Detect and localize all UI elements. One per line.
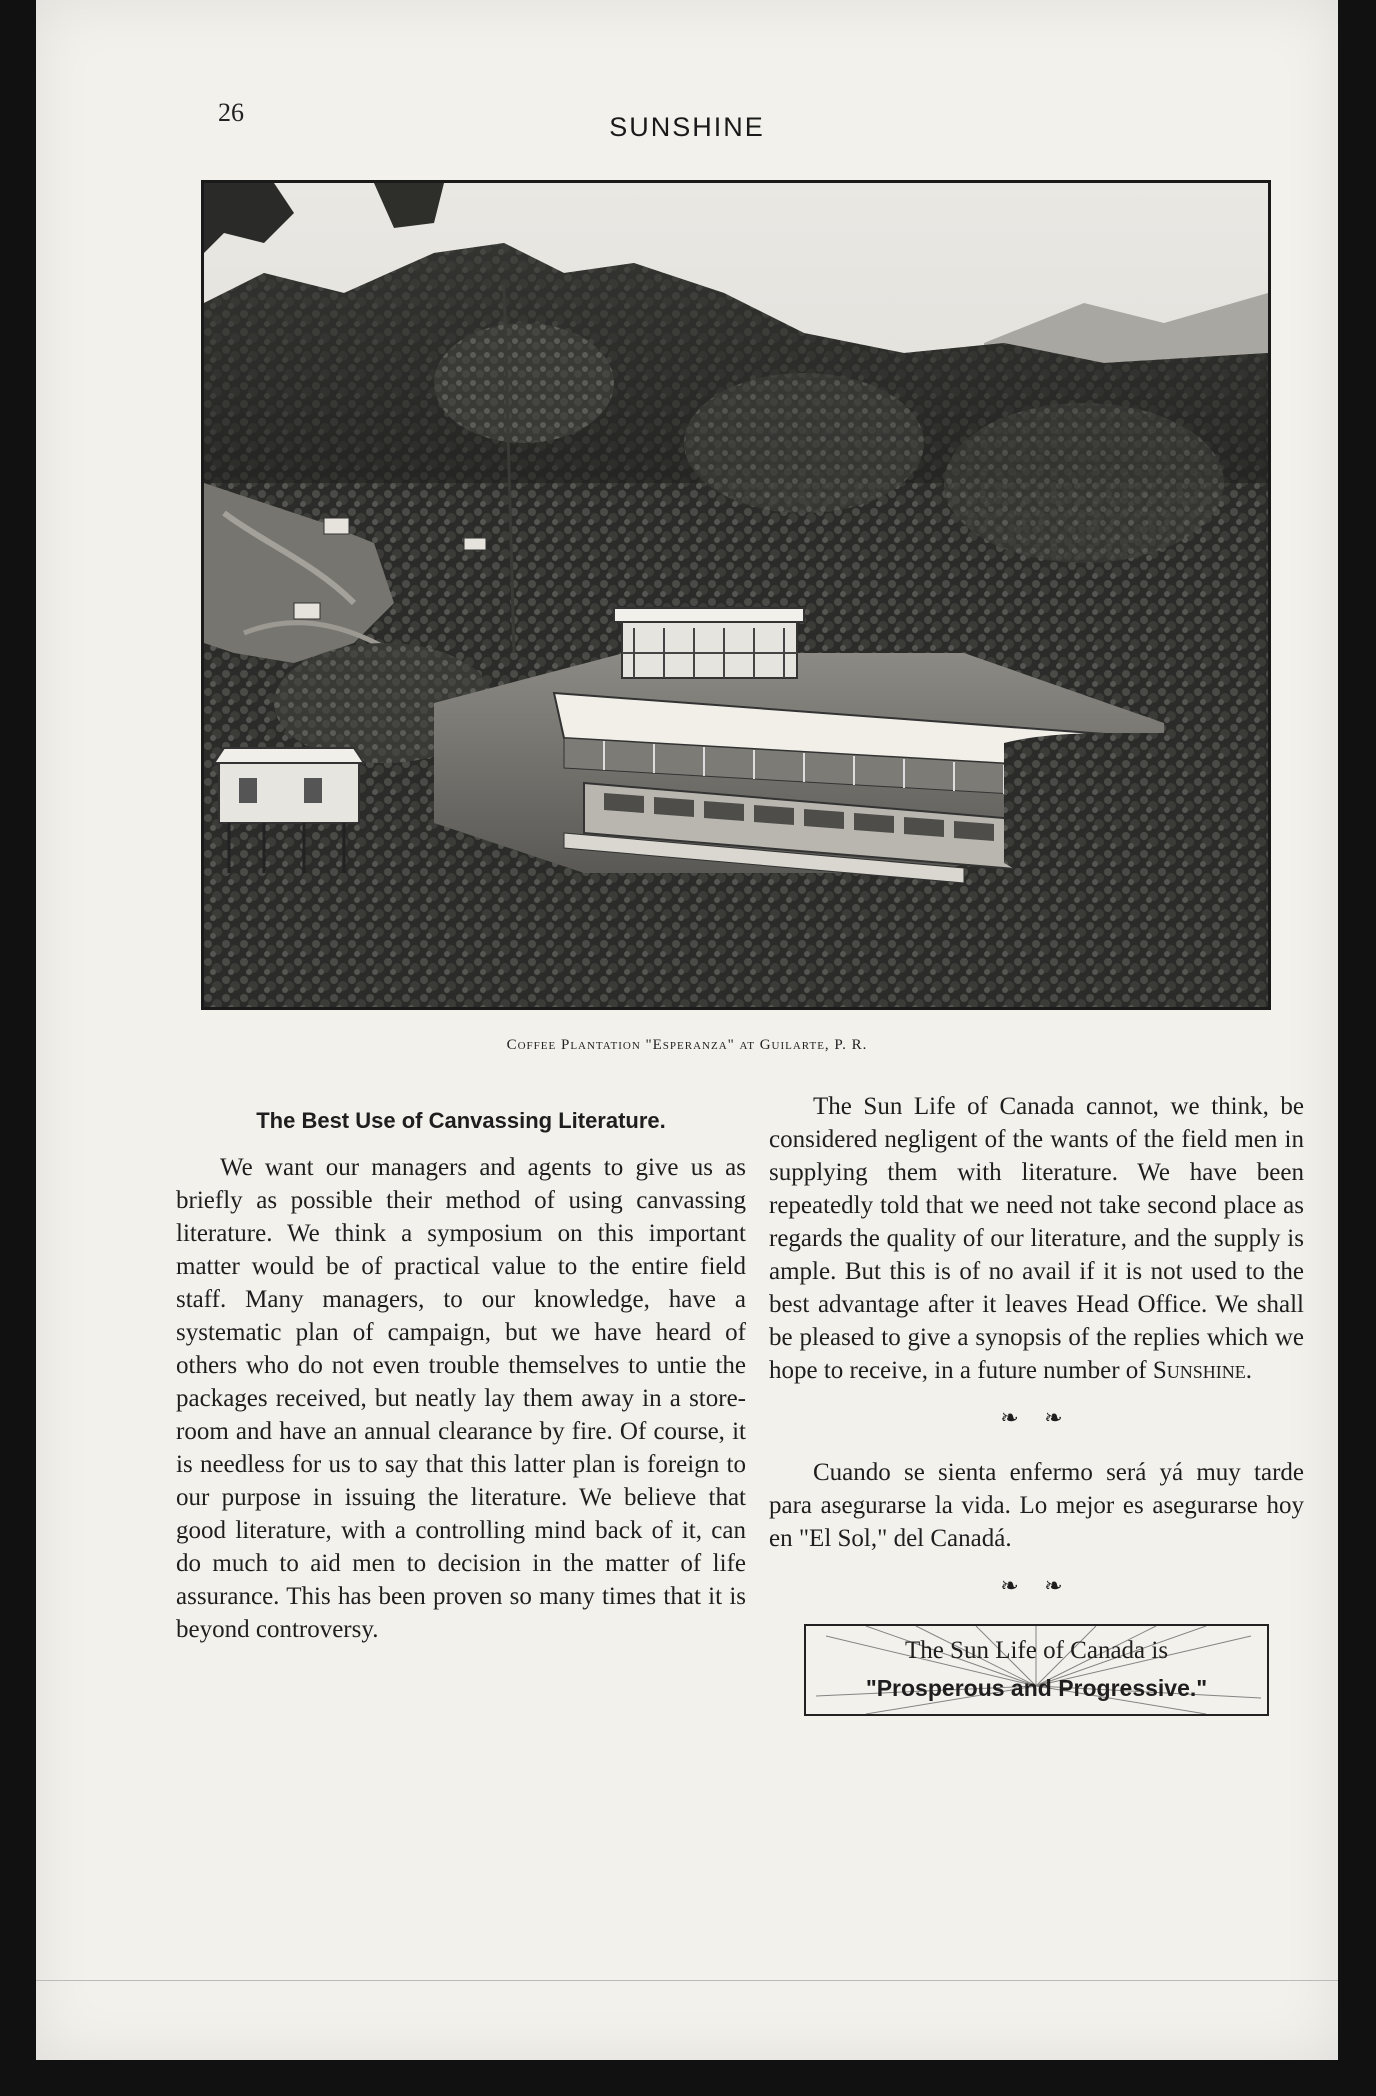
plantation-photo-image <box>204 183 1268 1007</box>
left-column <box>176 1090 746 1646</box>
page-number: 26 <box>218 98 244 127</box>
article-body-left: We want our managers and agents to give us as briefly as possible their method of using canvassing literature. We think a symposium on this important matter would be of practical value to the entire field staff. Many managers, to our knowledge, have a systematic plan of campaign, but we have heard of others who do not even trouble themselves to untie the packages received, but neatly lay them away in a store-room and have an annual clearance by fire. Of course, it is needless for us to say that this latter plan is foreign to our purpose in issuing the literature. We believe that good literature, with a controlling mind back of it, can do much to aid men to decision in the matter of life assurance. This has been proven so many times that it is beyond controversy. <box>176 1154 746 1643</box>
slogan-line-1: The Sun Life of Canada is <box>904 1637 1169 1664</box>
page-bottom-rule <box>36 1980 1338 1981</box>
article-body-right <box>769 1090 1304 1387</box>
slogan-box <box>804 1624 1269 1716</box>
document-page <box>36 0 1338 2060</box>
sunshine-reference: Sunshine <box>1152 1357 1246 1384</box>
running-head: SUNSHINE <box>609 112 765 142</box>
article-body-right-text: The Sun Life of Canada cannot, we think, be considered negligent of the wants of the field men in supplying them with literature. We have been repeatedly told that we need not take second place as regards the quality of our literature, and the supply is ample. But this is of no avail if it is not used to the best advantage after it leaves Head Office. We shall be pleased to give a synopsis of the replies which we hope to receive, in a future number of <box>769 1093 1304 1384</box>
article-heading: The Best Use of Canvassing Literature. <box>256 1108 666 1133</box>
photo-caption: Coffee Plantation "Esperanza" at Guilarte, P. R. <box>506 1037 868 1053</box>
plantation-photo <box>201 180 1271 1010</box>
article-body-right-end: . <box>1245 1357 1253 1384</box>
spanish-paragraph: Cuando se sienta enfermo será yá muy tarde para asegurarse la vida. Lo mejor es asegurarse hoy en "El Sol," del Canadá. <box>769 1459 1304 1552</box>
right-column <box>769 1090 1304 1716</box>
ornament-divider: ❧ ❧ <box>1000 1573 1073 1598</box>
slogan-line-2: "Prosperous and Progressive." <box>865 1675 1208 1701</box>
ornament-divider: ❧ ❧ <box>1000 1405 1073 1430</box>
